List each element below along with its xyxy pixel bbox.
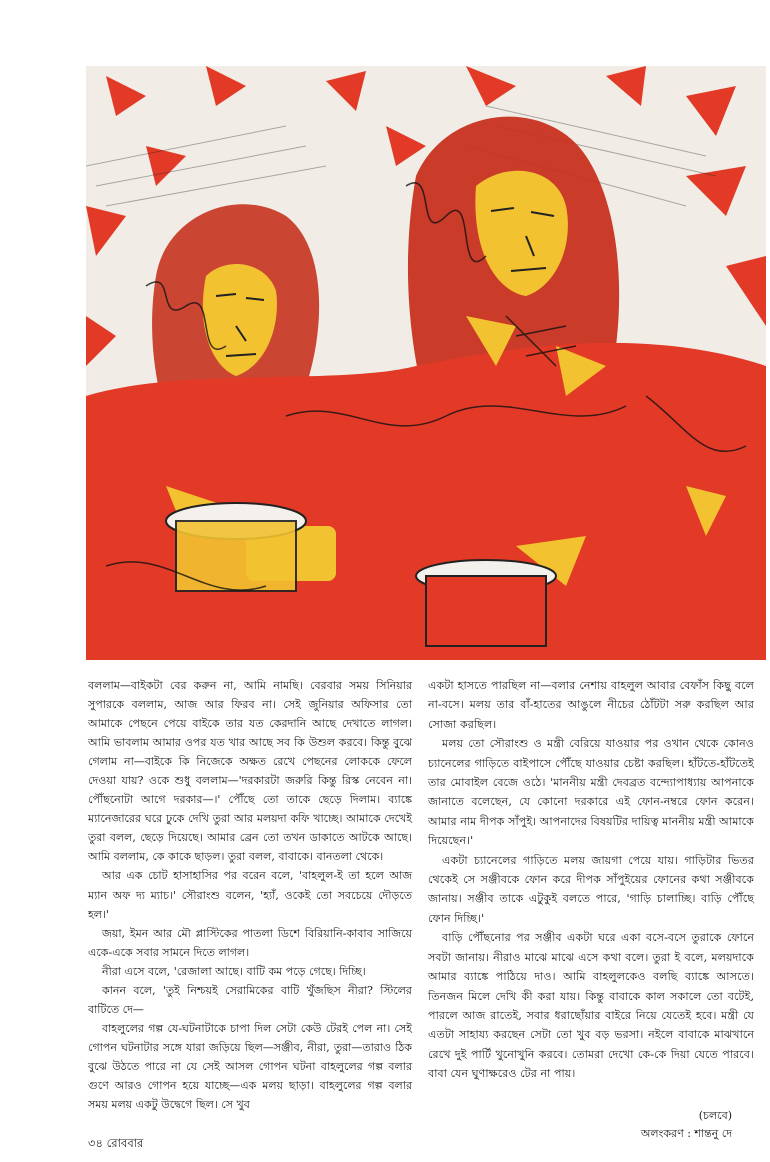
paragraph: জয়া, ইমন আর মৌ প্লাস্টিকের পাতলা ডিশে বিরিয়ানি-কাবাব সাজিয়ে একে-একে সবার সামনে দিতে লাগল। [88, 926, 412, 959]
paragraph: বললাম—বাইকটা বের করুন না, আমি নামছি। বেরবার সময় সিনিয়ার সুপারকে বললাম, আজ আর ফিরব না। সেই জুনিয়ার অফিসার তো আমাকে পেছনে পেয়ে বাইকে তার যত কেরদানি আছে দেখাতে লাগল। আমি ভাবলাম আমার ওপর যত খার আছে সব কি উশুল করবে। কিন্তু বুঝে গেলাম না—বাইকে কি নিজেকে অক্ষত রেখে পেছনের লোককে ফেলে দেওয়া যায়? ওকে শুধু বললাম—'দরকারটা জরুরি কিন্তু রিস্ক নেবেন না। পৌঁছনোটা আগে দরকার—।' পৌঁছে তো তাকে ছেড়ে দিলাম। ব্যাঙ্কে ম্যানেজারের ঘরে ঢুকে দেখি তুরা আর মলয়দা কফি খাচ্ছে। আমাকে দেখেই তুরা বলল, ছেড়ে দিয়েছে। আমার ব্রেন তো তখন ডাকাতে আটকে আছে। আমি বললাম, কে কাকে ছাড়ল। তুরা বলল, বাবাকে। বানতলা থেকে। [88, 679, 412, 864]
illustration-artwork [86, 66, 766, 660]
left-text-column [88, 676, 412, 1114]
illustration [86, 66, 766, 660]
right-text-column [428, 676, 754, 1084]
illustration-credit: অলংকরণ : শান্তনু দে [640, 1127, 732, 1140]
paragraph: একটা চ্যানেলের গাড়িতে মলয় জায়গা পেয়ে যায়। গাড়িটার ভিতর থেকেই সে সঞ্জীবকে ফোন করে দীপক সাঁপুইয়ের ফোনের কথা সঞ্জীবকে জানায়। সঞ্জীব তাকে এটুকুই বলতে পারে, 'গাড়ি চালাচ্ছি। বাড়ি পৌঁছে ফোন দিচ্ছি।' [428, 853, 754, 925]
paragraph: আর এক চোট হাসাহাসির পর বরেন বলে, 'বাহলুল-ই তা হলে আজ ম্যান অফ দ্য ম্যাচ।' সৌরাংশু বলেন, 'হ্যাঁ, ওকেই তো সবচেয়ে দৌড়তে হল।' [88, 869, 412, 921]
to-be-continued: (চলবে) [698, 1109, 732, 1122]
page-footer: ৩৪ রোববার [88, 1136, 144, 1150]
paragraph: বাহলুলের গল্প যে-ঘটনাটাকে চাপা দিল সেটা কেউ টেরই পেল না। সেই গোপন ঘটনাটার সঙ্গে যারা জড়িয়ে ছিল—সঞ্জীব, নীরা, তুরা—তারাও ঠিক বুঝে উঠতে পারে না যে সেই আসল গোপন ঘটনা বাহলুলের গল্প বলার গুণে আরও গোপন হয়ে যাচ্ছে—এক মলয় ছাড়া। বাহলুলের গল্প বলার সময় মলয় একটু উদ্বেগে ছিল। সে খুব [88, 1021, 412, 1112]
paragraph: নীরা এসে বলে, 'রেজালা আছে। বাটি কম পড়ে গেছে। দিচ্ছি। [102, 964, 366, 978]
paragraph: বাড়ি পৌঁছনোর পর সঞ্জীব একটা ঘরে একা বসে-বসে তুরাকে ফোনে সবটা জানায়। নীরাও মাঝে মাঝে এসে কথা বলে। তুরা ই বলে, মলয়দাকে আমার ব্যাঙ্কে পাঠিয়ে দাও। আমি বাহলুলকেও বলছি ব্যাঙ্কে আসতে। তিনজন মিলে দেখি কী করা যায়। কিন্তু বাবাকে কাল সকালে তো বটেই, পারলে আজ রাতেই, সবার ধরাছোঁয়ার বাইরে নিয়ে যেতেই হবে। মন্ত্রী যে এতটা সাহায্য করছেন সেটা তো খুব বড় ভরসা। নইলে বাবাকে মাঝখানে রেখে দুই পার্টি খুনোখুনি করবে। তোমরা দেখো কে-কে দিয়া যেতে পারবে। বাবা যেন ঘুণাক্ষরেও টের না পায়। [428, 931, 754, 1081]
paragraph: মলয় তো সৌরাংশু ও মন্ত্রী বেরিয়ে যাওয়ার পর ওখান থেকে কোনও চ্যানেলের গাড়িতে বাইপাসে পৌঁছে যাওয়ার চেষ্টা করছিল। হাঁটতে-হাঁটতেই তার মোবাইল বেজে ওঠে। 'মাননীয় মন্ত্রী দেবব্রত বন্দ্যোপাধ্যায় আপনাকে জানাতে বলেছেন, যে কোনো দরকারে এই ফোন-নম্বরে ফোন করেন। আমার নাম দীপক সাঁপুই। আপনাদের বিষয়টির দায়িত্ব মাননীয় মন্ত্রী আমাকে দিয়েছেন।' [428, 737, 754, 848]
paragraph: একটা হাসতে পারছিল না—বলার নেশায় বাহলুল আবার বেফাঁস কিছু বলে না-বসে। মলয় তার বাঁ-হাতের আঙুলে নীচের ঠোঁটটা সরু করছিল আর সোজা করছিল। [428, 679, 754, 731]
paragraph: কানন বলে, 'তুই নিশ্চয়ই সেরামিকের বাটি খুঁজছিস নীরা? স্টিলের বাটিতে দে— [88, 983, 412, 1016]
